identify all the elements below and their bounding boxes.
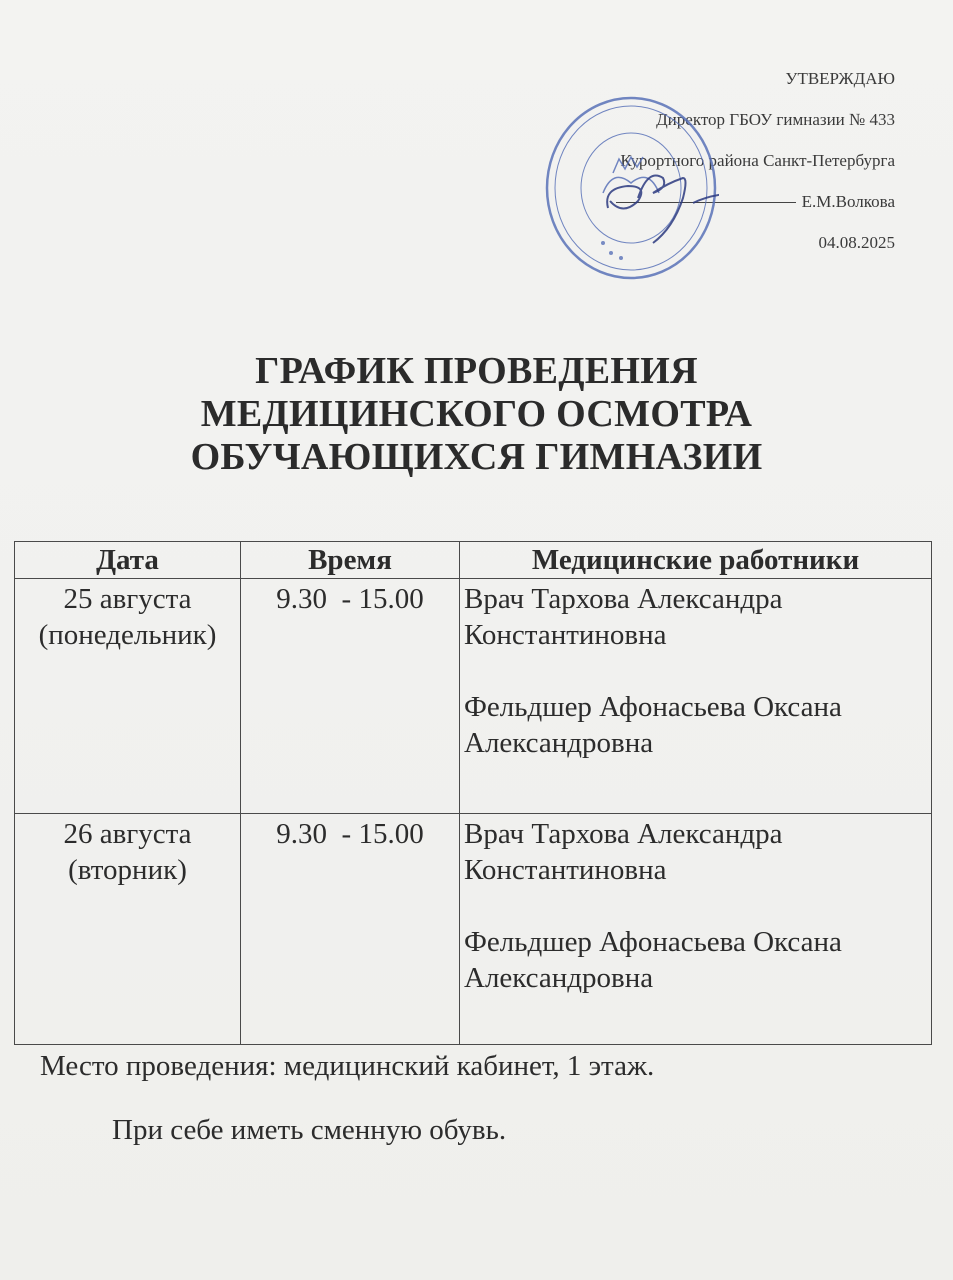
weekday-text: (вторник) bbox=[68, 854, 187, 886]
cell-date bbox=[15, 579, 241, 814]
cell-time: 9.30 - 15.00 bbox=[241, 579, 460, 814]
staff-paramedic: Фельдшер Афонасьева Оксана bbox=[464, 926, 842, 958]
shoes-reminder: При себе иметь сменную обувь. bbox=[112, 1114, 507, 1146]
header-staff: Медицинские работники bbox=[460, 542, 932, 579]
location-note: Место проведения: медицинский кабинет, 1 этаж. bbox=[40, 1050, 655, 1082]
table-header-row bbox=[15, 542, 932, 579]
approval-position: Директор ГБОУ гимназии № 433 bbox=[656, 110, 895, 129]
cell-time: 9.30 - 15.00 bbox=[241, 814, 460, 1045]
header-time: Время bbox=[241, 542, 460, 579]
document-title bbox=[0, 350, 953, 479]
cell-staff bbox=[460, 579, 932, 814]
title-line-1: ГРАФИК ПРОВЕДЕНИЯ bbox=[255, 350, 698, 392]
official-stamp-icon bbox=[543, 93, 719, 283]
weekday-text: (понедельник) bbox=[38, 619, 217, 651]
title-line-3: ОБУЧАЮЩИХСЯ ГИМНАЗИИ bbox=[190, 436, 763, 478]
staff-paramedic-cont: Александровна bbox=[464, 962, 654, 994]
cell-staff bbox=[460, 814, 932, 1045]
staff-paramedic-cont: Александровна bbox=[464, 727, 654, 759]
table-row bbox=[15, 814, 932, 1045]
date-text: 25 августа bbox=[63, 583, 192, 615]
table-row bbox=[15, 579, 932, 814]
staff-doctor-cont: Константиновна bbox=[464, 619, 667, 651]
header-date: Дата bbox=[15, 542, 241, 579]
staff-doctor-cont: Константиновна bbox=[464, 854, 667, 886]
staff-doctor: Врач Тархова Александра bbox=[464, 818, 783, 850]
staff-doctor: Врач Тархова Александра bbox=[464, 583, 783, 615]
staff-paramedic: Фельдшер Афонасьева Оксана bbox=[464, 691, 842, 723]
schedule-table bbox=[14, 541, 932, 1045]
approval-date: 04.08.2025 bbox=[818, 233, 895, 252]
approval-district: Курортного района Санкт-Петербурга bbox=[620, 151, 895, 170]
date-text: 26 августа bbox=[63, 818, 192, 850]
approval-heading: УТВЕРЖДАЮ bbox=[785, 69, 895, 88]
title-line-2: МЕДИЦИНСКОГО ОСМОТРА bbox=[200, 393, 753, 435]
approval-signatory: Е.М.Волкова bbox=[801, 192, 895, 211]
cell-date bbox=[15, 814, 241, 1045]
